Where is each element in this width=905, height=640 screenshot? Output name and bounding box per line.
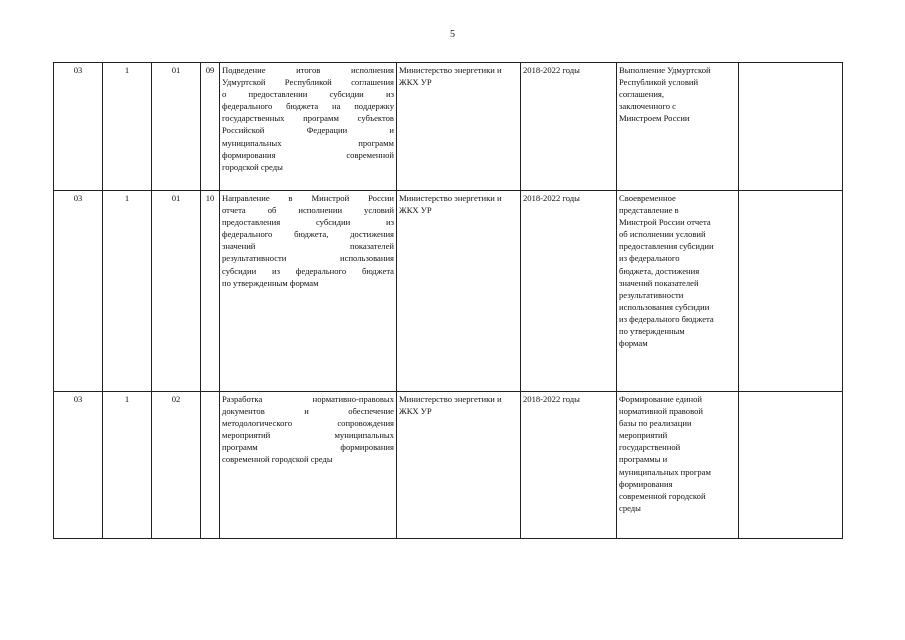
- activity-description-cell: [220, 191, 397, 392]
- period-cell: 2018-2022 годы: [521, 191, 617, 392]
- description-line: Направление в Минстрой России: [222, 193, 394, 203]
- activity-code-cell: 10: [201, 191, 220, 392]
- extra-cell: [739, 63, 843, 191]
- subprogram-code-cell: 1: [103, 63, 152, 191]
- activity-code-cell: [201, 392, 220, 539]
- result-line: нормативной правовой: [619, 406, 703, 417]
- description-line: Подведение итогов исполнения: [222, 65, 394, 75]
- result-line: результативности: [619, 289, 684, 300]
- description-line: методологического сопровождения: [222, 418, 394, 429]
- result-line: Минстроем России: [619, 113, 690, 124]
- result-line: из федерального: [619, 253, 680, 264]
- description-line: формирования современной: [222, 149, 394, 160]
- responsible-executor-cell: Министерство энергетики и ЖКХ УР: [397, 191, 521, 392]
- table-body: [54, 63, 843, 539]
- main-activity-code-cell: 01: [152, 191, 201, 392]
- description-line: Российской Федерации и: [222, 125, 394, 136]
- description-line: современной городской среды: [222, 454, 333, 465]
- result-line: современной городской: [619, 490, 706, 501]
- result-line: из федерального бюджета: [619, 313, 714, 324]
- result-line: Минстрой России отчета: [619, 217, 711, 228]
- result-line: представление в: [619, 205, 679, 216]
- table-row: [54, 191, 843, 392]
- description-line: документов и обеспечение: [222, 406, 394, 417]
- extra-cell: [739, 191, 843, 392]
- description-line: отчета об исполнении условий: [222, 205, 394, 216]
- responsible-executor-cell: Министерство энергетики и ЖКХ УР: [397, 63, 521, 191]
- activity-code-cell: 09: [201, 63, 220, 191]
- activities-table: [53, 62, 843, 539]
- program-code-cell: 03: [54, 392, 103, 539]
- description-line: Удмуртской Республикой соглашения: [222, 77, 394, 88]
- extra-cell: [739, 392, 843, 539]
- description-line: муниципальных программ: [222, 137, 394, 148]
- main-activity-code-cell: 01: [152, 63, 201, 191]
- result-line: использования субсидии: [619, 301, 710, 312]
- description-line: федерального бюджета, достижения: [222, 229, 394, 240]
- description-line: предоставления субсидии из: [222, 217, 394, 228]
- result-line: государственной: [619, 442, 681, 453]
- description-line: субсидии из федерального бюджета: [222, 265, 394, 276]
- result-line: формам: [619, 338, 648, 349]
- program-code-cell: 03: [54, 191, 103, 392]
- result-line: Выполнение Удмуртской: [619, 65, 711, 75]
- table-row: [54, 392, 843, 539]
- activity-description-cell: [220, 63, 397, 191]
- result-line: соглашения,: [619, 89, 665, 100]
- expected-result-cell: [617, 63, 739, 191]
- program-code-cell: 03: [54, 63, 103, 191]
- period-cell: 2018-2022 годы: [521, 63, 617, 191]
- description-line: результативности использования: [222, 253, 394, 264]
- table-row: [54, 63, 843, 191]
- result-line: предоставления субсидии: [619, 241, 714, 252]
- main-activity-code-cell: 02: [152, 392, 201, 539]
- expected-result-cell: [617, 191, 739, 392]
- expected-result-cell: [617, 392, 739, 539]
- result-line: Республикой условий: [619, 77, 699, 88]
- description-line: значений показателей: [222, 241, 394, 252]
- description-line: Разработка нормативно-правовых: [222, 394, 394, 404]
- description-line: о предоставлении субсидии из: [222, 89, 394, 100]
- description-line: федерального бюджета на поддержку: [222, 101, 394, 112]
- result-line: Формирование единой: [619, 394, 702, 404]
- description-line: мероприятий муниципальных: [222, 430, 394, 441]
- description-line: по утвержденным формам: [222, 277, 319, 288]
- result-line: значений показателей: [619, 277, 699, 288]
- description-line: государственных программ субъектов: [222, 113, 394, 124]
- result-line: программы и: [619, 454, 668, 465]
- description-line: городской среды: [222, 161, 283, 172]
- result-line: по утвержденным: [619, 326, 685, 337]
- subprogram-code-cell: 1: [103, 191, 152, 392]
- subprogram-code-cell: 1: [103, 392, 152, 539]
- page-number: 5: [450, 29, 455, 40]
- description-line: программ формирования: [222, 442, 394, 453]
- result-line: об исполнении условий: [619, 229, 706, 240]
- result-line: формирования: [619, 478, 673, 489]
- result-line: муниципальных програм: [619, 466, 711, 477]
- result-line: заключенного с: [619, 101, 676, 112]
- result-line: среды: [619, 502, 641, 513]
- result-line: Своевременное: [619, 193, 676, 203]
- period-cell: 2018-2022 годы: [521, 392, 617, 539]
- responsible-executor-cell: Министерство энергетики и ЖКХ УР: [397, 392, 521, 539]
- result-line: мероприятий: [619, 430, 668, 441]
- result-line: бюджета, достижения: [619, 265, 700, 276]
- activity-description-cell: [220, 392, 397, 539]
- result-line: базы по реализации: [619, 418, 692, 429]
